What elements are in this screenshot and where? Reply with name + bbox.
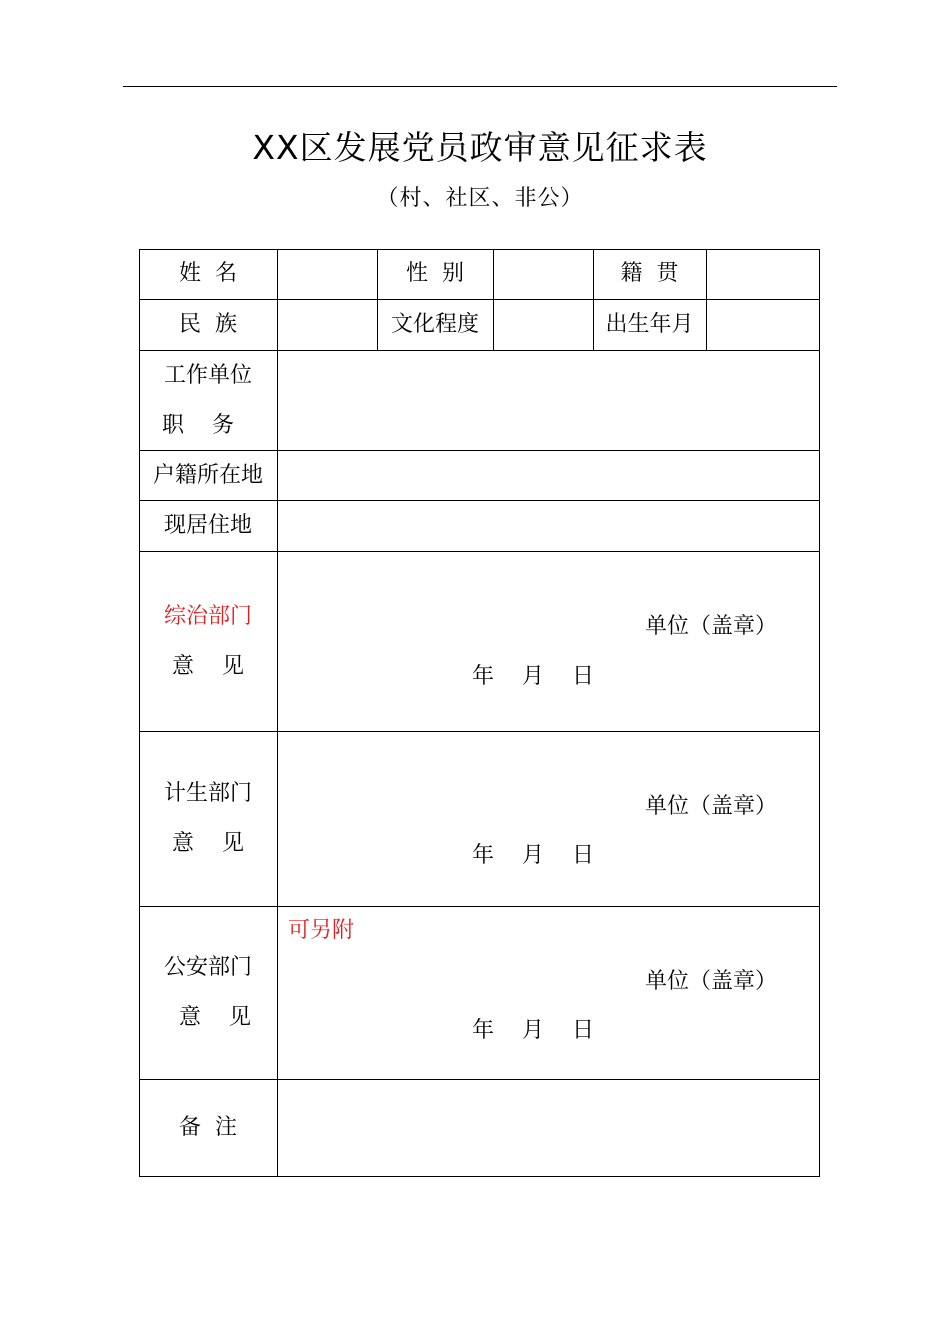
ethnicity-field[interactable] [278, 300, 377, 350]
work-unit-label: 工作单位 [163, 363, 252, 388]
comprehensive-stamp-text: 单位（盖章） [645, 614, 778, 639]
remarks-field[interactable] [278, 1080, 819, 1176]
position-label: 职 务 [162, 413, 234, 438]
native-place-field[interactable] [707, 250, 819, 299]
comprehensive-opinion-label: 意 见 [172, 654, 244, 679]
birth-date-field[interactable] [707, 300, 819, 350]
header-rule [123, 86, 837, 87]
household-label: 户籍所在地 [152, 463, 263, 488]
ethnicity-label: 民 族 [179, 312, 237, 337]
gender-field[interactable] [494, 250, 593, 299]
name-field[interactable] [278, 250, 377, 299]
household-field[interactable] [278, 451, 819, 500]
table-border-right [819, 249, 820, 1177]
table-border-bottom [139, 1176, 820, 1177]
page-subtitle: （村、社区、非公） [376, 186, 584, 211]
birth-date-label: 出生年月 [605, 312, 694, 337]
public-security-stamp-text: 单位（盖章） [645, 969, 778, 994]
education-field[interactable] [494, 300, 593, 350]
attachment-note: 可另附 [288, 918, 355, 943]
public-security-dept-label: 公安部门 [163, 955, 252, 980]
family-planning-dept-label: 计生部门 [163, 781, 252, 806]
work-unit-field[interactable] [278, 351, 819, 450]
public-security-date-text: 年 月 日 [472, 1018, 594, 1043]
residence-label: 现居住地 [163, 513, 252, 538]
family-planning-stamp-text: 单位（盖章） [645, 794, 778, 819]
public-security-opinion-label: 意 见 [179, 1005, 251, 1030]
remarks-label: 备 注 [179, 1115, 237, 1140]
comprehensive-dept-label: 综治部门 [163, 604, 252, 629]
page-title: XX区发展党员政审意见征求表 [252, 128, 708, 167]
residence-field[interactable] [278, 501, 819, 551]
native-place-label: 籍 贯 [620, 261, 679, 286]
family-planning-opinion-label: 意 见 [172, 831, 244, 856]
gender-label: 性 别 [406, 261, 464, 286]
comprehensive-date-text: 年 月 日 [472, 664, 594, 689]
name-label: 姓 名 [179, 261, 237, 286]
education-label: 文化程度 [390, 312, 479, 337]
family-planning-date-text: 年 月 日 [472, 843, 594, 868]
